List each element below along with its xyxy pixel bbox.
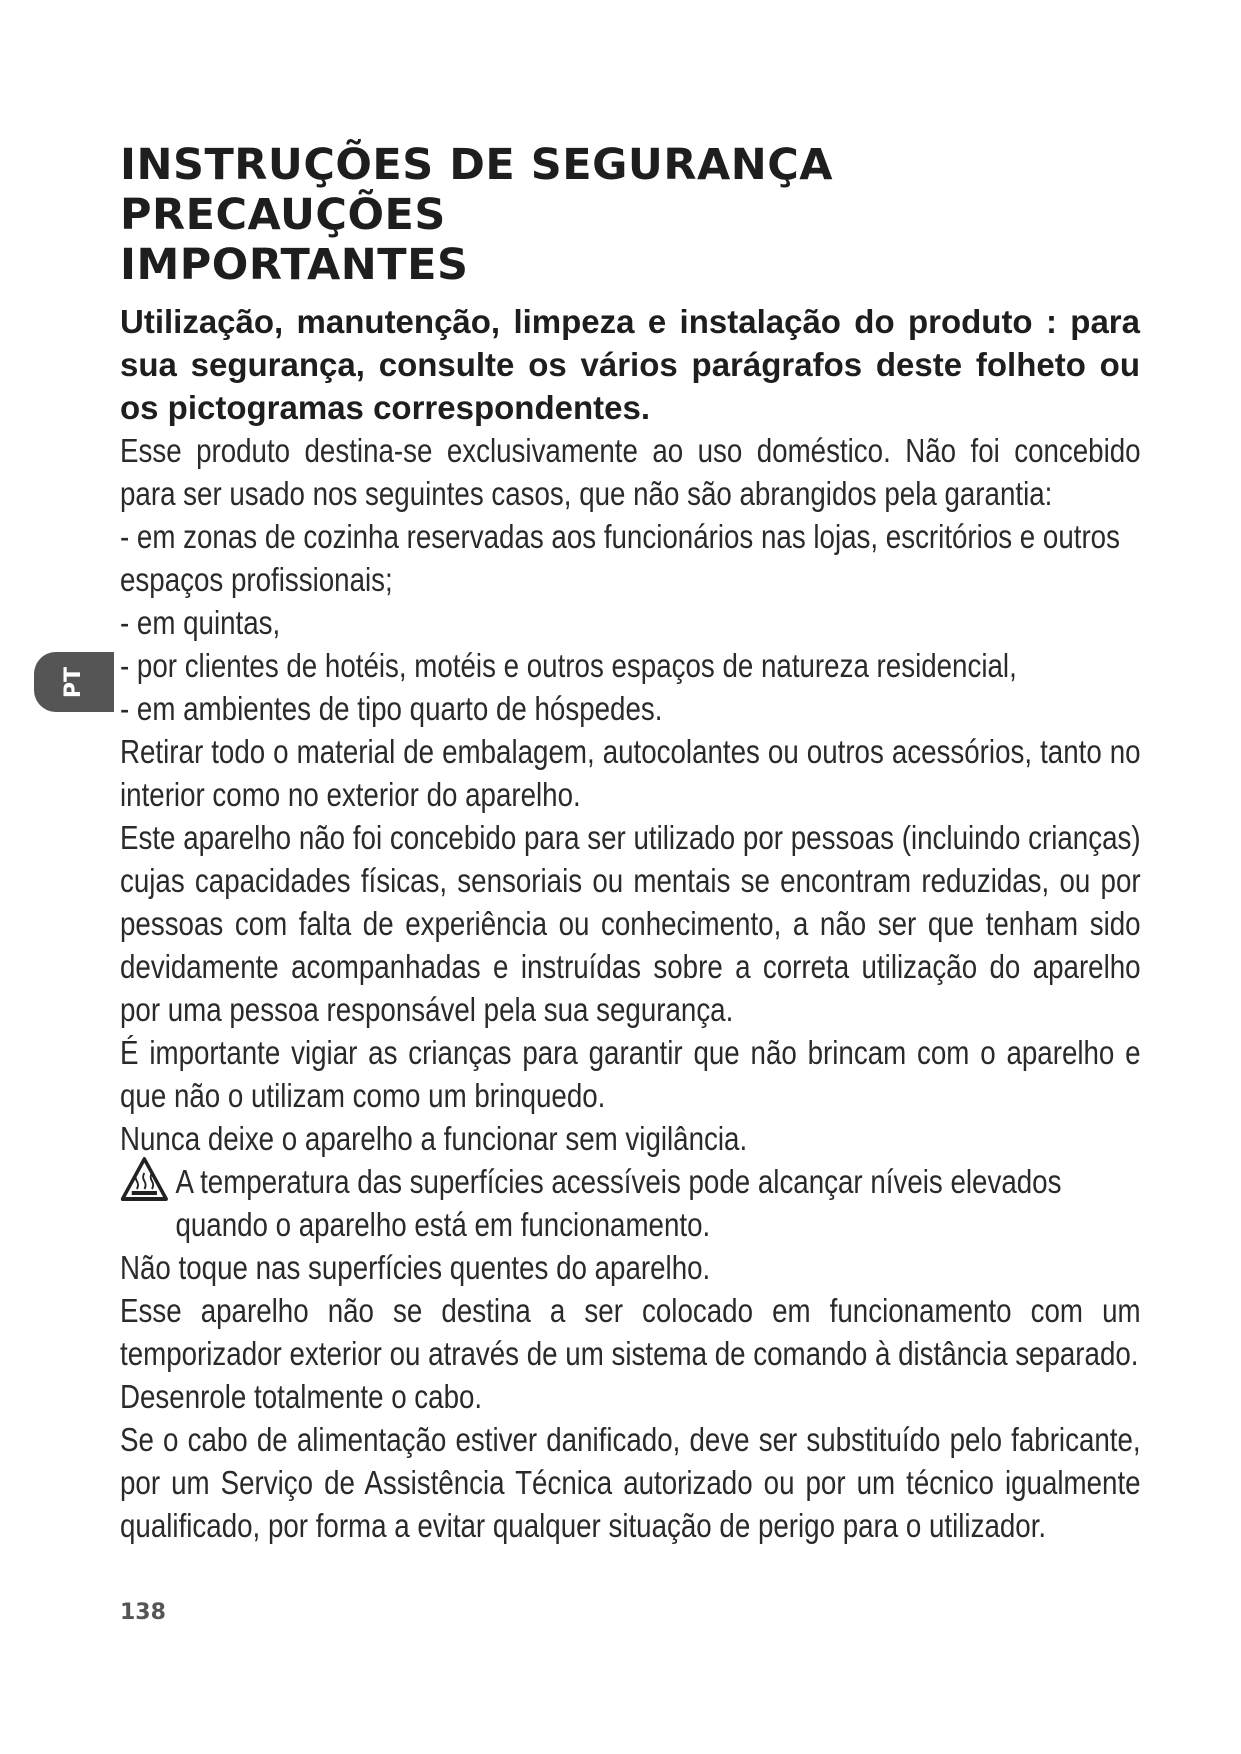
page-number: 138 (120, 1600, 166, 1625)
document-page (120, 140, 1140, 1547)
body-text (120, 429, 1141, 1547)
hot-surface-warning-icon (120, 1156, 169, 1202)
paragraph-children: É importante vigiar as crianças para garantir que não brincam com o aparelho e que não o utilizam como um brinquedo. (120, 1034, 1141, 1114)
list-item-hotels: - por clientes de hotéis, motéis e outros espaços de natureza residencial, (120, 647, 1017, 684)
paragraph-timer: Esse aparelho não se destina a ser colocado em funcionamento com um temporizador exterior ou através de um sistema de comando à distância separado. (120, 1292, 1141, 1372)
subtitle: Utilização, manutenção, limpeza e instalação do produto : para sua segurança, consulte os vários parágrafos deste folheto ou os pictogramas correspondentes. (120, 303, 1140, 426)
paragraph-packaging: Retirar todo o material de embalagem, autocolantes ou outros acessórios, tanto no interior como no exterior do aparelho. (120, 733, 1141, 813)
list-item-guest-rooms: - em ambientes de tipo quarto de hóspedes. (120, 690, 663, 727)
paragraph-damaged-cable: Se o cabo de alimentação estiver danificado, deve ser substituído pelo fabricante, por um Serviço de Assistência Técnica autorizado ou por um técnico igualmente qualificado, por forma a evitar qualquer situação de perigo para o utilizador. (120, 1421, 1141, 1544)
paragraph-supervision: Nunca deixe o aparelho a funcionar sem vigilância. (120, 1120, 748, 1157)
paragraph-hot-surfaces: Não toque nas superfícies quentes do aparelho. (120, 1249, 711, 1286)
paragraph-persons: Este aparelho não foi concebido para ser utilizado por pessoas (incluindo crianças) cujas capacidades físicas, sensoriais ou mentais se encontram reduzidas, ou por pessoas com falta de experiência ou conhecimento, a não ser que tenham sido devidamente acompanhadas e instruídas sobre a correta utilização do aparelho por uma pessoa responsável pela sua segurança. (120, 819, 1141, 1028)
paragraph-domestic-use: Esse produto destina-se exclusivamente ao uso doméstico. Não foi concebido para ser usado nos seguintes casos, que não são abrangidos pela garantia: (120, 432, 1141, 512)
warning-text: A temperatura das superfícies acessíveis pode alcançar níveis elevados quando o aparelho está em funcionamento. (175, 1163, 1062, 1243)
page-title (120, 140, 1140, 290)
list-item-farms: - em quintas, (120, 604, 281, 641)
language-tab-label: PT (61, 666, 87, 698)
paragraph-cable: Desenrole totalmente o cabo. (120, 1378, 483, 1415)
list-item-professional: - em zonas de cozinha reservadas aos funcionários nas lojas, escritórios e outros espaços profissionais; (120, 518, 1120, 598)
warning-paragraph (120, 1160, 1141, 1246)
title-line-1: INSTRUÇÕES DE SEGURANÇA PRECAUÇÕES (120, 140, 834, 240)
title-line-2: IMPORTANTES (120, 240, 469, 290)
language-tab (34, 652, 114, 712)
